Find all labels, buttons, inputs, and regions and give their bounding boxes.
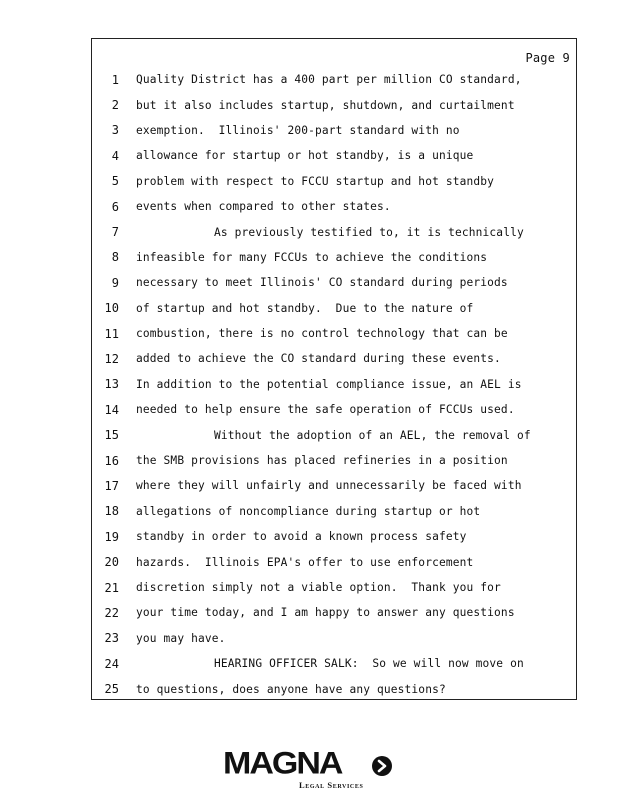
transcript-line — [92, 92, 576, 117]
line-text: where they will unfairly and unnecessarily be faced with — [136, 479, 522, 493]
line-text: Quality District has a 400 part per million CO standard, — [136, 73, 522, 87]
line-number: 7 — [111, 225, 119, 240]
transcript-line — [92, 499, 576, 524]
line-number: 23 — [104, 631, 119, 646]
line-number: 8 — [111, 250, 119, 265]
logo-wordmark: MAGNA — [223, 745, 342, 781]
line-number: 10 — [104, 301, 119, 316]
line-text: problem with respect to FCCU startup and hot standby — [136, 174, 495, 188]
transcript-line — [92, 575, 576, 600]
transcript-page — [91, 38, 577, 700]
line-number: 16 — [104, 453, 119, 468]
line-number: 5 — [111, 174, 119, 189]
transcript-line — [92, 219, 576, 244]
logo-subtitle: Legal Services — [299, 780, 364, 790]
line-text: combustion, there is no control technology that can be — [136, 327, 508, 341]
line-number: 24 — [104, 656, 119, 671]
transcript-line — [92, 321, 576, 346]
line-text: discretion simply not a viable option. Thank you for — [136, 581, 501, 594]
line-number: 2 — [111, 98, 119, 113]
transcript-line — [92, 346, 576, 371]
page-number: Page 9 — [525, 51, 570, 65]
transcript-line — [92, 372, 576, 397]
line-text: the SMB provisions has placed refineries in a position — [136, 454, 508, 468]
transcript-line — [92, 270, 576, 295]
line-number: 21 — [104, 580, 119, 595]
line-number: 18 — [104, 504, 119, 519]
transcript-line — [92, 194, 576, 219]
line-number: 22 — [104, 605, 119, 620]
transcript-line — [92, 422, 576, 447]
transcript-line — [92, 143, 576, 168]
transcript-line — [92, 626, 576, 651]
line-text: HEARING OFFICER SALK: So we will now move on — [214, 657, 524, 671]
line-number: 19 — [104, 529, 119, 544]
transcript-line — [92, 524, 576, 549]
line-number: 11 — [104, 326, 119, 341]
line-number: 6 — [111, 199, 119, 214]
transcript-line — [92, 397, 576, 422]
line-text: In addition to the potential compliance issue, an AEL is — [136, 377, 522, 391]
line-text: needed to help ensure the safe operation of FCCUs used. — [136, 403, 515, 417]
transcript-line — [92, 448, 576, 473]
transcript-line — [92, 169, 576, 194]
transcript-line — [92, 651, 576, 676]
line-number: 12 — [104, 351, 119, 366]
line-text: infeasible for many FCCUs to achieve the conditions — [136, 250, 488, 264]
transcript-line — [92, 549, 576, 574]
line-number: 17 — [104, 478, 119, 493]
line-text: you may have. — [136, 631, 226, 645]
line-number: 9 — [111, 275, 119, 290]
transcript-line — [92, 676, 576, 701]
line-number: 4 — [111, 148, 119, 163]
chevron-right-circle-icon — [371, 755, 393, 777]
line-text: your time today, and I am happy to answer any questions — [136, 606, 515, 620]
line-text: events when compared to other states. — [136, 200, 391, 214]
transcript-line — [92, 67, 576, 92]
transcript-lines — [92, 67, 576, 702]
line-text: standby in order to avoid a known process safety — [136, 530, 467, 544]
line-text: allowance for startup or hot standby, is a unique — [136, 149, 474, 163]
magna-logo — [223, 745, 395, 795]
line-text: Without the adoption of an AEL, the removal of — [214, 428, 531, 442]
line-number: 13 — [104, 377, 119, 392]
line-text: exemption. Illinois' 200-part standard with no — [136, 123, 460, 137]
transcript-line — [92, 245, 576, 270]
line-number: 15 — [104, 428, 119, 443]
transcript-line — [92, 600, 576, 625]
line-number: 1 — [111, 72, 119, 87]
transcript-line — [92, 296, 576, 321]
line-text: but it also includes startup, shutdown, and curtailment — [136, 98, 515, 112]
transcript-line — [92, 473, 576, 498]
line-number: 25 — [104, 682, 119, 697]
line-text: of startup and hot standby. Due to the nature of — [136, 301, 474, 315]
line-number: 14 — [104, 402, 119, 417]
line-text: to questions, does anyone have any questions? — [136, 682, 446, 696]
line-number: 3 — [111, 123, 119, 138]
line-text: added to achieve the CO standard during these events. — [136, 352, 501, 366]
line-text: necessary to meet Illinois' CO standard during periods — [136, 276, 508, 290]
line-text: As previously testified to, it is technically — [214, 225, 524, 239]
line-number: 20 — [104, 555, 119, 570]
line-text: hazards. Illinois EPA's offer to use enforcement — [136, 555, 474, 569]
transcript-line — [92, 118, 576, 143]
line-text: allegations of noncompliance during startup or hot — [136, 504, 481, 518]
